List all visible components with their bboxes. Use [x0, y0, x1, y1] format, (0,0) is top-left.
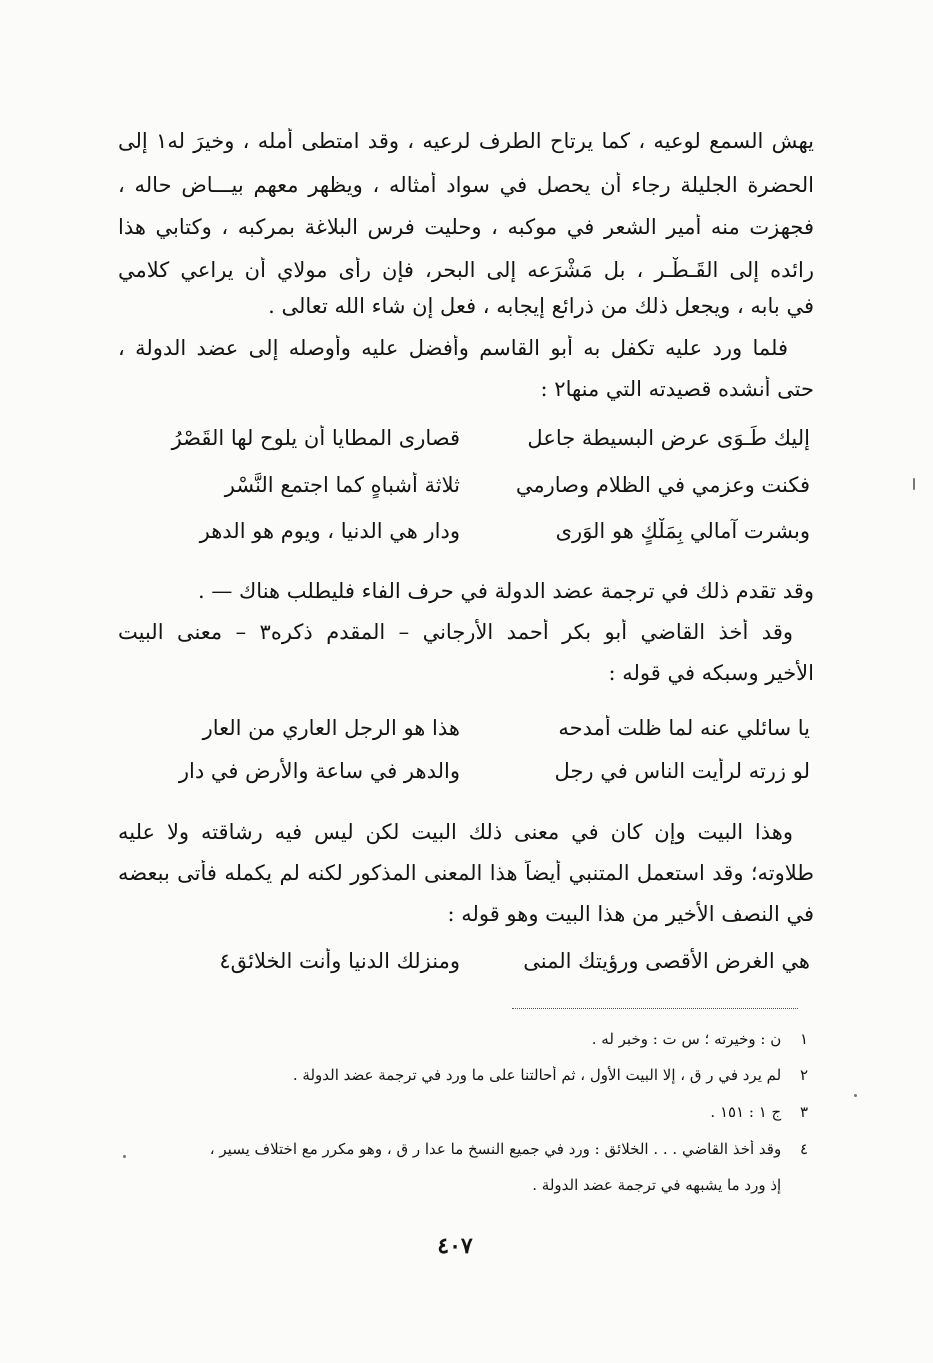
- body-line: في النصف الأخير من هذا البيت وهو قوله :: [447, 902, 814, 926]
- verse-second-hemistich: والدهر في ساعة والأرض في دار: [178, 759, 460, 783]
- verse-second-hemistich: ومنزلك الدنيا وأنت الخلائق٤: [219, 949, 460, 973]
- page-number: ٤٠٧: [437, 1233, 473, 1259]
- scan-speck: [123, 1155, 126, 1158]
- verse-first-hemistich: إليك طَـوَى عرض البسيطة جاعل: [527, 426, 810, 450]
- verse-second-hemistich: قصارى المطايا أن يلوح لها القَصْرُ: [171, 426, 460, 450]
- footnote: [118, 1103, 808, 1123]
- footnote-text: ج ١ : ١٥١ .: [710, 1103, 782, 1121]
- footnote-number: ٢: [799, 1066, 808, 1084]
- body-line: رائده إلى القَـطْـر ، بل مَشْرَعه إلى البحر، فإن رأى مولاي أن يراعي كلامي: [118, 258, 814, 282]
- footnote-text: وقد أخذ القاضي . . . الخلائق : ورد في جميع النسخ ما عدا ر ق ، وهو مكرر مع اختلاف يسير ،: [209, 1140, 782, 1158]
- body-line: فلما ورد عليه تكفل به أبو القاسم وأفضل عليه وأوصله إلى عضد الدولة ،: [118, 336, 788, 360]
- body-line: وقد أخذ القاضي أبو بكر أحمد الأرجاني – المقدم ذكره٣ – معنى البيت: [118, 620, 793, 644]
- body-line: في بابه ، ويجعل ذلك من ذرائع إيجابه ، فعل إن شاء الله تعالى .: [268, 294, 814, 318]
- body-line: فجهزت منه أمير الشعر في موكبه ، وحليت فرس البلاغة بمركبه ، وكتابي هذا: [118, 215, 814, 239]
- footnote: [118, 1066, 808, 1086]
- body-line: حتى أنشده قصيدته التي منها٢ :: [540, 377, 814, 401]
- scan-speck: [913, 478, 915, 490]
- footnote-number: ٤: [799, 1140, 808, 1158]
- body-line: وقد تقدم ذلك في ترجمة عضد الدولة في حرف الفاء فليطلب هناك — .: [197, 579, 814, 603]
- footnote-text: إذ ورد ما يشبهه في ترجمة عضد الدولة .: [532, 1176, 782, 1194]
- scan-speck: [854, 1094, 857, 1097]
- verse-second-hemistich: ثلاثة أشباهٍ كما اجتمع النَّسْر: [224, 473, 460, 497]
- footnote-text: ن : وخيرته ؛ س ت : وخبر له .: [591, 1030, 782, 1048]
- body-line: وهذا البيت وإن كان في معنى ذلك البيت لكن ليس فيه رشاقته ولا عليه: [118, 820, 793, 844]
- body-line: طلاوته؛ وقد استعمل المتنبي أيضاً هذا المعنى المذكور لكنه لم يكمله فأتى ببعضه: [118, 861, 814, 885]
- verse-second-hemistich: ودار هي الدنيا ، ويوم هو الدهر: [199, 519, 460, 543]
- verse-first-hemistich: يا سائلي عنه لما ظلت أمدحه: [558, 716, 810, 740]
- verse-first-hemistich: وبشرت آمالي بِمَلْكٍ هو الوَرى: [555, 519, 810, 543]
- footnote: [118, 1176, 808, 1196]
- footnote: [118, 1030, 808, 1050]
- verse-first-hemistich: هي الغرض الأقصى ورؤيتك المنى: [523, 949, 810, 973]
- footnote-separator: [512, 1008, 798, 1009]
- footnote-number: ١: [799, 1030, 808, 1048]
- footnote-number: ٣: [799, 1103, 808, 1121]
- verse-second-hemistich: هذا هو الرجل العاري من العار: [202, 716, 460, 740]
- body-line: الأخير وسبكه في قوله :: [608, 661, 814, 685]
- body-line: الحضرة الجليلة رجاء أن يحصل في سواد أمثاله ، ويظهر معهم بيـــاض حاله ،: [118, 173, 814, 197]
- verse-first-hemistich: فكنت وعزمي في الظلام وصارمي: [515, 473, 810, 497]
- verse-first-hemistich: لو زرته لرأيت الناس في رجل: [554, 759, 810, 783]
- footnote-text: لم يرد في ر ق ، إلا البيت الأول ، ثم أحالتنا على ما ورد في ترجمة عضد الدولة .: [292, 1066, 782, 1084]
- footnote: [118, 1140, 808, 1160]
- body-line: يهش السمع لوعيه ، كما يرتاح الطرف لرعيه ، وقد امتطى أمله ، وخيرَ له١ إلى: [118, 129, 814, 153]
